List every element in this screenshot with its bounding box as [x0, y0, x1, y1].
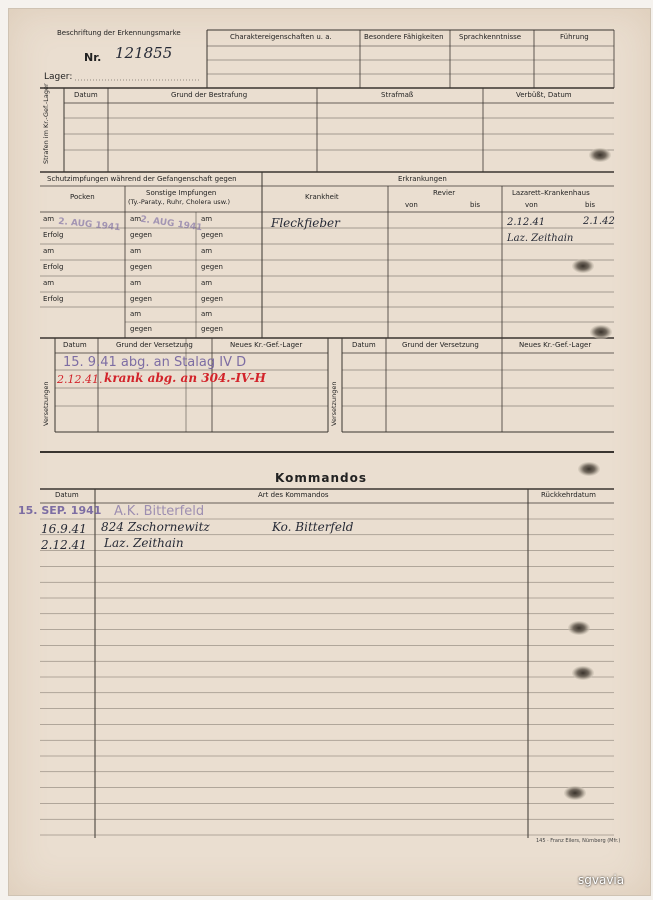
- punch-hole: [578, 462, 600, 476]
- lazarett-von: von: [525, 201, 538, 209]
- impf-stamp-pocken: 2. AUG 1941: [57, 216, 121, 234]
- sonstige-row-label: gegen: [130, 231, 152, 239]
- sonstige-row-label: gegen: [201, 295, 223, 303]
- pocken-row-label: Erfolg: [43, 263, 64, 271]
- versetzungen-right-side-label: Versetzungen: [330, 381, 338, 426]
- strafen-col-datum: Datum: [74, 91, 98, 99]
- col-faehigkeiten: Besondere Fähigkeiten: [364, 33, 444, 41]
- sonstige-row-label: gegen: [130, 325, 152, 333]
- kommando-row2-text: Laz. Zeithain: [104, 536, 184, 550]
- pocken-row-label: am: [43, 279, 55, 287]
- sonstige-row-label: am: [201, 215, 213, 223]
- sonstige-row-label: am: [130, 215, 142, 223]
- vers-row1-stamp: 15. 9.41 abg. an Stalag IV D: [63, 355, 247, 370]
- impf-stamp-sonstige: 2. AUG 1941: [139, 214, 203, 234]
- kommando-row1-text: 824 Zschornewitz: [101, 520, 210, 534]
- punch-hole: [564, 786, 586, 800]
- pocken-row-label: Erfolg: [43, 295, 64, 303]
- col-revier: Revier: [433, 189, 456, 197]
- punch-hole: [568, 621, 590, 635]
- punch-hole: [572, 259, 594, 273]
- col-fuehrung: Führung: [560, 33, 589, 41]
- vers-row2-text: krank abg. an 304.-IV-H: [104, 371, 266, 385]
- lager-label: Lager:: [44, 72, 73, 82]
- versetzungen-side-label: Versetzungen: [42, 381, 50, 426]
- sonstige-row-label: am: [201, 279, 213, 287]
- strafen-col-grund: Grund der Bestrafung: [171, 91, 248, 99]
- pocken-row-label: am: [43, 215, 55, 223]
- sonstige-row-label: gegen: [201, 231, 223, 239]
- vers-row2-date: 2.12.41.: [57, 373, 103, 386]
- col-sonstige: Sonstige Impfungen: [146, 189, 217, 197]
- impfungen-title: Schutzimpfungen während der Gefangenschaft gegen: [47, 175, 237, 183]
- col-lazarett: Lazarett–Krankenhaus: [512, 189, 590, 197]
- kommandos-col-datum: Datum: [55, 491, 79, 499]
- entry-lazarett-ort: Laz. Zeithain: [507, 233, 574, 244]
- revier-bis: bis: [470, 201, 481, 209]
- kommando-stamp-text: A.K. Bitterfeld: [114, 504, 205, 519]
- lazarett-bis: bis: [585, 201, 596, 209]
- strafen-col-verbuesst: Verbüßt, Datum: [516, 91, 572, 99]
- vers-col-grund: Grund der Versetzung: [116, 341, 193, 349]
- sonstige-row-label: am: [130, 247, 142, 255]
- kommando-row2-date: 2.12.41: [41, 538, 87, 552]
- col-sonstige-sub: (Ty.-Paraty., Ruhr, Cholera usw.): [128, 198, 231, 206]
- punch-hole: [590, 325, 612, 339]
- nr-value: 121855: [115, 44, 173, 62]
- kommando-row1-date: 16.9.41: [41, 522, 87, 536]
- vers-right-col-lager: Neues Kr.-Gef.-Lager: [519, 341, 592, 349]
- sonstige-row-label: am: [201, 310, 213, 318]
- watermark: sgvavia: [578, 873, 625, 887]
- entry-lazarett-bis: 2.1.42: [583, 216, 615, 227]
- sonstige-row-label: gegen: [130, 263, 152, 271]
- pocken-row-label: Erfolg: [43, 231, 64, 239]
- sonstige-row-label: am: [130, 310, 142, 318]
- vers-right-col-datum: Datum: [352, 341, 376, 349]
- strafen-side-label: Strafen im Kr.-Gef.-Lager: [42, 83, 50, 164]
- col-pocken: Pocken: [70, 193, 95, 201]
- vers-right-col-grund: Grund der Versetzung: [402, 341, 479, 349]
- kommando-row1-extra: Ko. Bitterfeld: [272, 520, 354, 534]
- kommandos-title: Kommandos: [275, 471, 367, 485]
- erkrankungen-title: Erkrankungen: [398, 175, 447, 183]
- vers-col-lager: Neues Kr.-Gef.-Lager: [230, 341, 303, 349]
- sonstige-row-label: am: [130, 279, 142, 287]
- nr-label: Nr.: [84, 51, 102, 64]
- pocken-row-label: am: [43, 247, 55, 255]
- kommando-stamp-date: 15. SEP. 1941: [18, 504, 102, 517]
- col-sprach: Sprachkenntnisse: [459, 33, 522, 41]
- punch-hole: [589, 148, 611, 162]
- entry-lazarett-von: 2.12.41: [507, 217, 546, 228]
- kommandos-col-art: Art des Kommandos: [258, 491, 329, 499]
- sonstige-row-label: am: [201, 247, 213, 255]
- col-charakter: Charaktereigenschaften u. a.: [230, 33, 332, 41]
- sonstige-row-label: gegen: [201, 325, 223, 333]
- marke-title: Beschriftung der Erkennungsmarke: [57, 29, 181, 37]
- sonstige-row-label: gegen: [201, 263, 223, 271]
- strafen-col-strafmass: Strafmaß: [381, 91, 414, 99]
- revier-von: von: [405, 201, 418, 209]
- punch-hole: [572, 666, 594, 680]
- sonstige-row-label: gegen: [130, 295, 152, 303]
- kommandos-col-rueck: Rückkehrdatum: [541, 491, 596, 499]
- printer-imprint: 145 · Franz Eilers, Nürnberg (Mfr.): [536, 838, 621, 844]
- col-krankheit: Krankheit: [305, 193, 339, 201]
- vers-col-datum: Datum: [63, 341, 87, 349]
- entry-krankheit: Fleckfieber: [271, 216, 340, 230]
